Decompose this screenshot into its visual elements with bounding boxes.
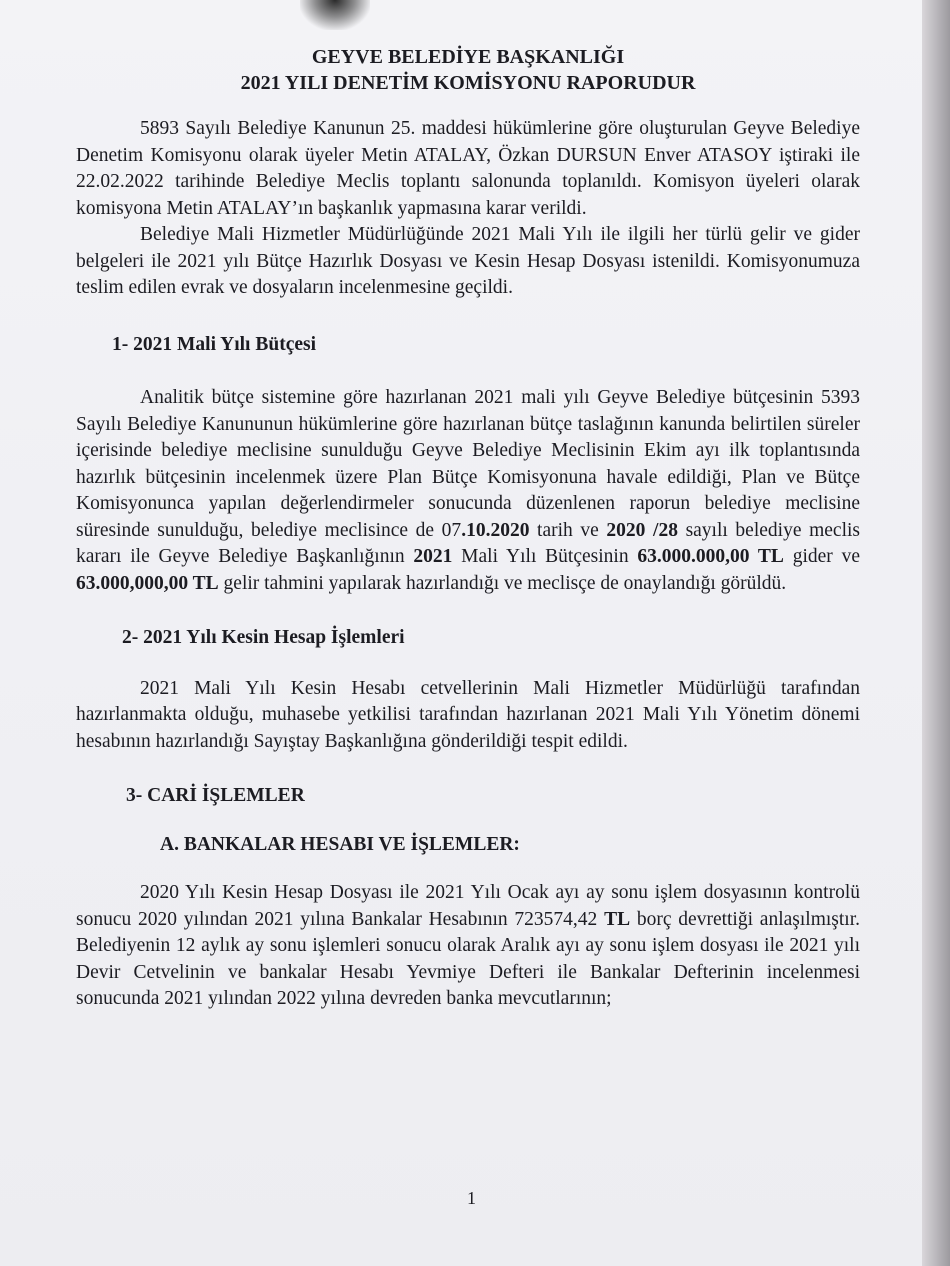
- title-line-1: GEYVE BELEDİYE BAŞKANLIĞI: [311, 46, 625, 68]
- section-2-heading: 2- 2021 Yılı Kesin Hesap İşlemleri: [122, 627, 405, 648]
- section-1-text-a: Analitik bütçe sistemine göre hazırlanan 2021 mali yılı Geyve Belediye bütçesinin 5393 Sayılı Belediye Kanununun hükümlerine göre hazırlanan bütçe taslağının kanunda belirtilen süreler içerisinde belediye meclisine sunulduğu Geyve Belediye Meclisinin Ekim ayı ilk toplantısında hazırlık bütçesinin incelenmek üzere Plan Bütçe Komisyonuna havale edildiği, Plan ve Bütçe Komisyonunca yapılan değerlendirmeler sonucunda düzenlenen raporun belediye meclisine süresinde sunulduğu, belediye meclisince de 07: [76, 387, 860, 541]
- section-1-text-e: gider ve: [783, 546, 860, 567]
- section-1-text-b: tarih ve: [529, 519, 607, 541]
- section-1-year: 2021: [413, 546, 453, 567]
- section-1-paragraph: [76, 385, 860, 597]
- page-number: 1: [467, 1188, 476, 1208]
- section-2-paragraph: 2021 Mali Yılı Kesin Hesabı cetvellerinin Mali Hizmetler Müdürlüğü tarafından hazırlanmakta olduğu, muhasebe yetkilisi tarafından hazırlanan 2021 Mali Yılı Yönetim dönemi hesabının hazırlandığı Sayıştay Başkanlığına gönderildiği tespit edildi.: [76, 677, 860, 752]
- section-1-text-d: Mali Yılı Bütçesinin: [452, 546, 638, 567]
- section-3a-text-a: 2020 Yılı Kesin Hesap Dosyası ile 2021 Yılı Ocak ayı ay sonu işlem dosyasının kontrolü sonucu 2020 yılından 2021 yılına Bankalar Hesabının 723574,42: [76, 882, 860, 930]
- background-edge: [922, 0, 950, 1266]
- section-3a-currency: TL: [604, 908, 631, 930]
- section-1-decision-number: 2020 /28: [606, 519, 678, 541]
- section-1-income-amount: 63.000,000,00 TL: [76, 572, 219, 594]
- section-1-text-c: sayılı belediye meclis kararı ile Geyve Belediye Başkanlığının: [76, 519, 860, 567]
- photo-smudge: [300, 0, 370, 30]
- section-3a-paragraph: [76, 880, 860, 1013]
- document-body: [76, 44, 860, 1013]
- section-1-text-f: gelir tahmini yapılarak hazırlandığı ve meclisçe de onaylandığı görüldü.: [218, 572, 787, 594]
- intro-paragraph-1: 5893 Sayılı Belediye Kanunun 25. maddesi hükümlerine göre oluşturulan Geyve Belediye Denetim Komisyonu olarak üyeler Metin ATALAY, Özkan DURSUN Enver ATASOY iştiraki ile 22.02.2022 tarihinde Belediye Meclis toplantı salonunda toplanıldı. Komisyon üyeleri olarak komisyona Metin ATALAY’ın başkanlık yapmasına karar verildi.: [76, 118, 860, 219]
- section-3a-text-b: borç devrettiği anlaşılmıştır. Belediyenin 12 aylık ay sonu işlemleri sonucu olarak Aralık ayı ay sonu işlem dosyası ile 2021 yılı Devir Cetvelinin ve bankalar Hesabı Yevmiye Defteri ile Bankalar Defterinin incelenmesi sonucunda 2021 yılından 2022 yılına devreden banka mevcutlarının;: [76, 908, 860, 1009]
- section-1-expense-amount: 63.000.000,00 TL: [637, 546, 784, 567]
- title-line-2: 2021 YILI DENETİM KOMİSYONU RAPORUDUR: [240, 72, 696, 94]
- section-1-date: .10.2020: [461, 519, 530, 541]
- section-1-heading: 1- 2021 Mali Yılı Bütçesi: [112, 333, 317, 355]
- section-3-heading: 3- CARİ İŞLEMLER: [126, 785, 305, 806]
- intro-paragraph-2: Belediye Mali Hizmetler Müdürlüğünde 2021 Mali Yılı ile ilgili her türlü gelir ve gider belgeleri ile 2021 yılı Bütçe Hazırlık Dosyası ve Kesin Hesap Dosyası istenildi. Komisyonumuza teslim edilen evrak ve dosyaların incelenmesine geçildi.: [76, 224, 860, 298]
- section-3a-heading: A. BANKALAR HESABI VE İŞLEMLER:: [160, 833, 520, 855]
